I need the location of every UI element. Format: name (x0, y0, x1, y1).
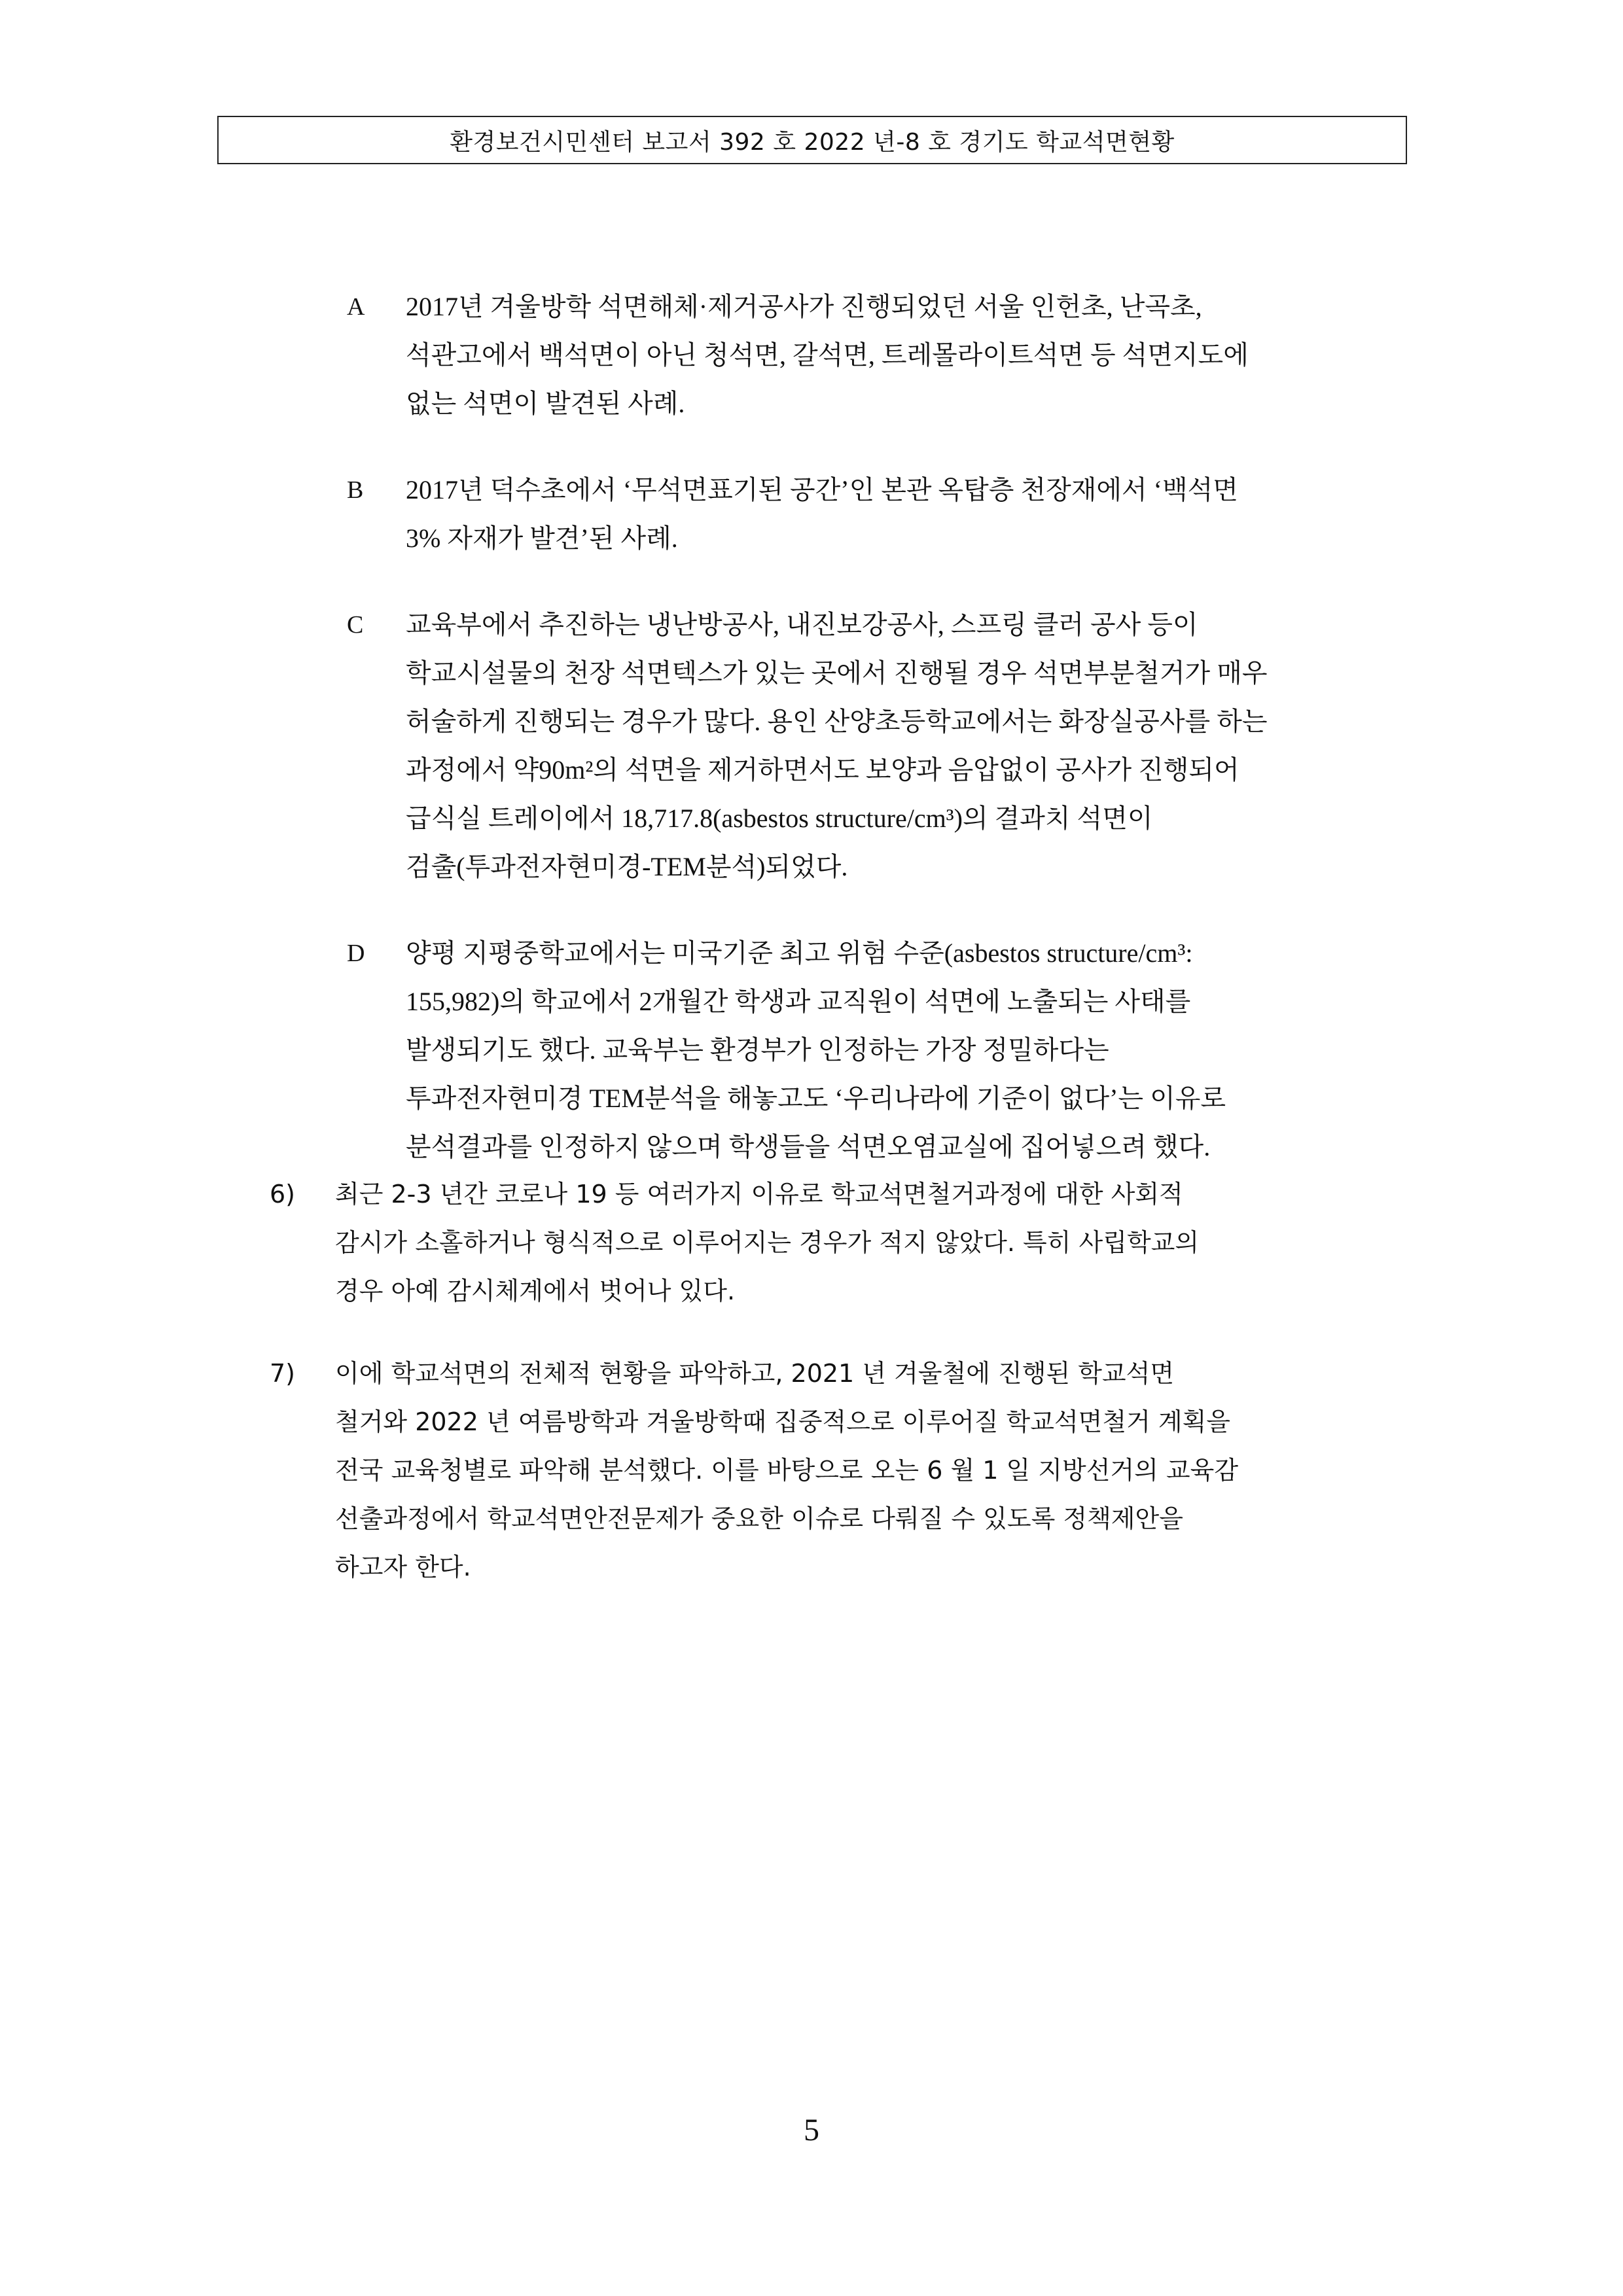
numbered-list (270, 1170, 1408, 1625)
case-text (406, 283, 1407, 428)
text-line: 학교시설물의 천장 석면텍스가 있는 곳에서 진행될 경우 석면부분철거가 매우 (406, 658, 1268, 688)
case-letter: B (347, 476, 364, 504)
case-text (406, 929, 1407, 1171)
text-line: 하고자 한다. (335, 1553, 471, 1581)
text-line: 철거와 2022 년 여름방학과 겨울방학때 집중적으로 이루어질 학교석면철거 계획을 (335, 1407, 1230, 1436)
text-line: 분석결과를 인정하지 않으며 학생들을 석면오염교실에 집어넣으려 했다. (406, 1132, 1211, 1161)
text-line: 2017년 겨울방학 석면해체·제거공사가 진행되었던 서울 인헌초, 난곡초, (406, 292, 1202, 321)
text-line: 3% 자재가 발견’된 사례. (406, 523, 678, 553)
text-line: 과정에서 약90m²의 석면을 제거하면서도 보양과 음압없이 공사가 진행되어 (406, 755, 1240, 785)
text-line: 최근 2-3 년간 코로나 19 등 여러가지 이유로 학교석면철거과정에 대한 사회적 (335, 1180, 1183, 1209)
case-item-c (347, 601, 1407, 891)
text-line: 급식실 트레이에서 18,717.8(asbestos structure/cm³)의 결과치 석면이 (406, 804, 1153, 833)
numbered-item-6 (270, 1170, 1408, 1315)
text-line: 허술하게 진행되는 경우가 많다. 용인 산양초등학교에서는 화장실공사를 하는 (406, 707, 1268, 736)
case-item-a (347, 283, 1407, 428)
text-line: 교육부에서 추진하는 냉난방공사, 내진보강공사, 스프링 클러 공사 등이 (406, 610, 1198, 639)
numbered-item-7 (270, 1349, 1408, 1591)
case-text (406, 601, 1407, 891)
case-item-d (347, 929, 1407, 1171)
text-line: 전국 교육청별로 파악해 분석했다. 이를 바탕으로 오는 6 월 1 일 지방선거의 교육감 (335, 1456, 1239, 1485)
text-line: 없는 석면이 발견된 사례. (406, 389, 685, 418)
item-marker: 6) (270, 1180, 296, 1209)
case-letter: C (347, 611, 364, 639)
text-line: 경우 아예 감시체계에서 벗어나 있다. (335, 1277, 736, 1305)
report-header-title: 환경보건시민센터 보고서 392 호 2022 년-8 호 경기도 학교석면현황 (450, 128, 1175, 156)
report-header (217, 116, 1407, 164)
item-text (335, 1349, 1238, 1591)
text-line: 155,982)의 학교에서 2개월간 학생과 교직원이 석면에 노출되는 사태를 (406, 987, 1191, 1016)
case-letter: A (347, 293, 365, 321)
text-line: 석관고에서 백석면이 아닌 청석면, 갈석면, 트레몰라이트석면 등 석면지도에 (406, 340, 1249, 370)
text-line: 감시가 소홀하거나 형식적으로 이루어지는 경우가 적지 않았다. 특히 사립학교의 (335, 1228, 1200, 1257)
case-letter: D (347, 940, 365, 967)
page-number: 5 (804, 2113, 819, 2147)
text-line: 2017년 덕수초에서 ‘무석면표기된 공간’인 본관 옥탑층 천장재에서 ‘백석면 (406, 475, 1238, 504)
text-line: 검출(투과전자현미경-TEM분석)되었다. (406, 852, 848, 881)
item-text (335, 1170, 1199, 1315)
case-item-b (347, 466, 1407, 563)
text-line: 이에 학교석면의 전체적 현황을 파악하고, 2021 년 겨울철에 진행된 학교석면 (335, 1359, 1175, 1388)
case-list (347, 283, 1407, 1209)
text-line: 양평 지평중학교에서는 미국기준 최고 위험 수준(asbestos structure/cm³: (406, 938, 1193, 968)
case-text (406, 466, 1407, 563)
text-line: 발생되기도 했다. 교육부는 환경부가 인정하는 가장 정밀하다는 (406, 1035, 1109, 1065)
item-marker: 7) (270, 1359, 296, 1388)
text-line: 투과전자현미경 TEM분석을 해놓고도 ‘우리나라에 기준이 없다’는 이유로 (406, 1084, 1226, 1113)
text-line: 선출과정에서 학교석면안전문제가 중요한 이슈로 다뤄질 수 있도록 정책제안을 (335, 1504, 1183, 1533)
